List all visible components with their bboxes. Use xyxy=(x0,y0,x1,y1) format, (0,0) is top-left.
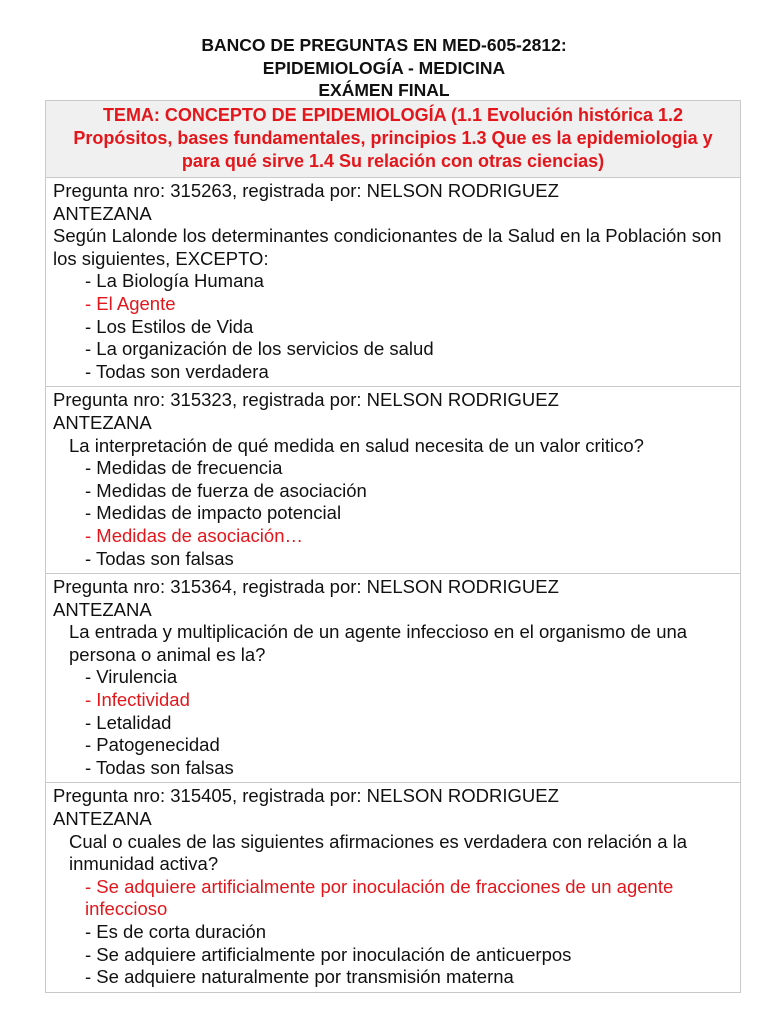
answer-option: - Todas son falsas xyxy=(85,547,234,569)
question-header-line: Pregunta nro: 315323, registrada por: NELSON RODRIGUEZ xyxy=(53,389,559,411)
answer-option-correct: - Infectividad xyxy=(85,689,190,711)
answer-options xyxy=(53,876,734,989)
question-header-line: Pregunta nro: 315405, registrada por: NELSON RODRIGUEZ xyxy=(53,785,559,807)
answer-option: - Se adquiere artificialmente por inoculación de anticuerpos xyxy=(85,943,572,965)
answer-option-correct: - Se adquiere artificialmente por inoculación de fracciones de un agente infeccioso xyxy=(85,875,674,920)
topic-heading: TEMA: CONCEPTO DE EPIDEMIOLOGÍA (1.1 Evolución histórica 1.2 Propósitos, bases fundamentales, principios 1.3 Que es la epidemiologia y para qué sirve 1.4 Su relación con otras ciencias) xyxy=(46,101,740,178)
question-block xyxy=(46,387,740,574)
page-title xyxy=(0,34,768,102)
answer-option: - Letalidad xyxy=(85,711,172,733)
question-table xyxy=(45,100,741,993)
answer-option: - Se adquiere naturalmente por transmisión materna xyxy=(85,966,514,988)
answer-option: - Medidas de frecuencia xyxy=(85,457,283,479)
answer-option: - Todas son falsas xyxy=(85,756,234,778)
question-header xyxy=(53,180,734,225)
answer-option-correct: - Medidas de asociación… xyxy=(85,524,303,546)
question-author-line: ANTEZANA xyxy=(53,202,152,224)
question-author-line: ANTEZANA xyxy=(53,598,152,620)
question-block xyxy=(46,178,740,387)
question-author-line: ANTEZANA xyxy=(53,411,152,433)
answer-option: - La Biología Humana xyxy=(85,270,264,292)
question-header xyxy=(53,576,734,621)
answer-options xyxy=(53,457,734,570)
answer-option: - Patogenecidad xyxy=(85,734,220,756)
title-line-3: EXÁMEN FINAL xyxy=(318,80,450,100)
answer-option: - Medidas de impacto potencial xyxy=(85,502,342,524)
answer-option: - Los Estilos de Vida xyxy=(85,315,254,337)
answer-option: - Es de corta duración xyxy=(85,921,266,942)
question-author-line: ANTEZANA xyxy=(53,808,152,830)
question-header-line: Pregunta nro: 315263, registrada por: NELSON RODRIGUEZ xyxy=(53,180,559,201)
answer-option: - La organización de los servicios de salud xyxy=(85,338,434,360)
question-text: Según Lalonde los determinantes condicionantes de la Salud en la Población son los siguientes, EXCEPTO: xyxy=(53,225,722,269)
answer-option: - Virulencia xyxy=(85,666,178,688)
title-line-1: BANCO DE PREGUNTAS EN MED-605-2812: xyxy=(201,35,567,55)
answer-option: - Todas son verdadera xyxy=(85,360,269,382)
answer-option-correct: - El Agente xyxy=(85,292,176,314)
question-header xyxy=(53,785,734,830)
question-text: La entrada y multiplicación de un agente infeccioso en el organismo de una persona o animal es la? xyxy=(69,621,688,665)
question-block xyxy=(46,783,740,992)
question-header-line: Pregunta nro: 315364, registrada por: NELSON RODRIGUEZ xyxy=(53,576,559,598)
answer-options xyxy=(53,666,734,779)
question-text: Cual o cuales de las siguientes afirmaciones es verdadera con relación a la inmunidad activa? xyxy=(69,830,688,875)
answer-option: - Medidas de fuerza de asociación xyxy=(85,479,367,501)
question-header xyxy=(53,389,734,434)
title-line-2: EPIDEMIOLOGÍA - MEDICINA xyxy=(262,57,506,78)
question-text: La interpretación de qué medida en salud necesita de un valor critico? xyxy=(69,434,644,456)
answer-options xyxy=(53,270,734,383)
question-block xyxy=(46,574,740,783)
